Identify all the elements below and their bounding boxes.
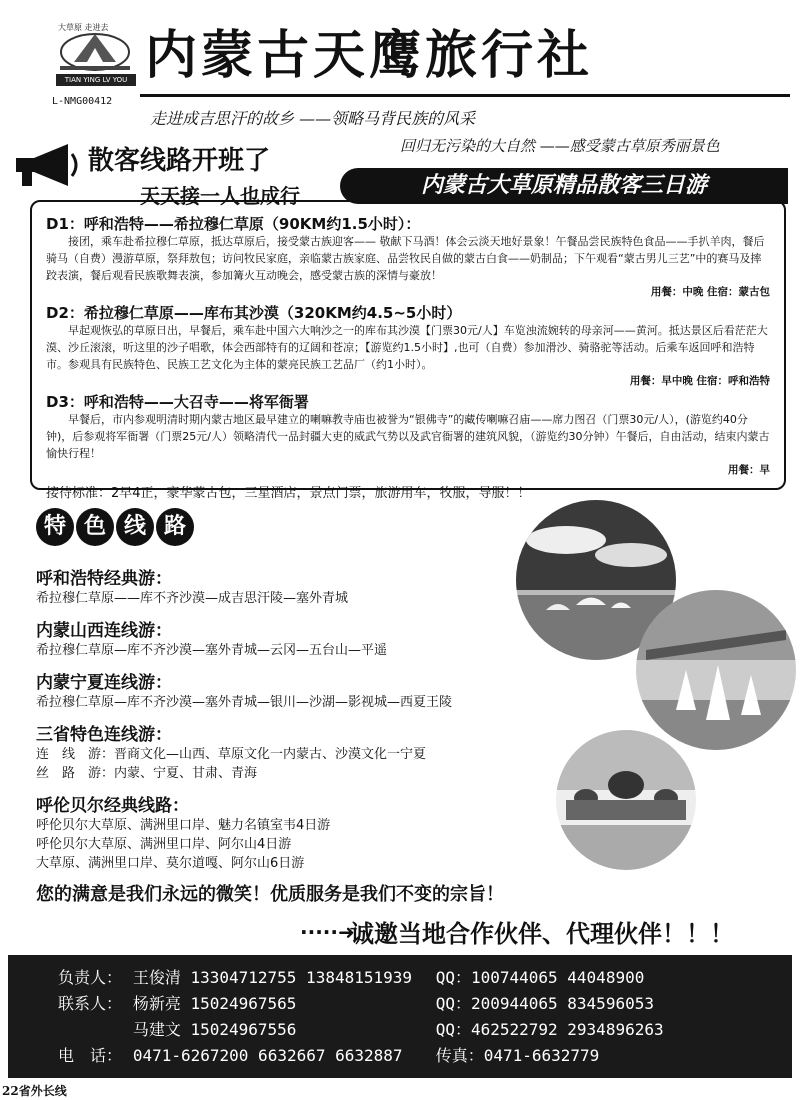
dance-performance-photo: [636, 590, 796, 750]
contact-label: 联系人：: [58, 994, 123, 1013]
contact-qq: QQ：462522792 2934896263: [435, 1020, 664, 1039]
day-1-body: 接团，乘车赴希拉穆仁草原，抵达草原后，接受蒙古族迎客—— 敬献下马酒！体会云淡天地好景象！午餐品尝民族特色食品——手扒羊肉，餐后骑马（自费）漫游草原，祭拜敖包；访问牧民家庭，亲临蒙古族家庭、品尝牧民自做的蒙古白食——奶制品；下午观看“蒙古男儿三艺”中的赛马及摔跤表演，餐后观看民族歌舞表演，参加篝火互动晚会，感受蒙古族的深情与豪放！: [46, 235, 765, 282]
route-line: 丝 路 游：内蒙、宁夏、甘肃、青海: [36, 766, 258, 781]
route-line: 希拉穆仁草原—库不齐沙漠—塞外青城—银川—沙湖—影视城—西夏王陵: [36, 695, 453, 710]
day-2-body: 早起观恢弘的草原日出，早餐后，乘车赴中国六大响沙之一的库布其沙漠【门票30元/人】车览浊流婉转的母亲河——黄河。抵达景区后看茫茫大漠、沙丘滚滚，听这里的沙子唱歌，体会西部特有的辽阔和苍凉；【游览约1.5小时】,也可（自费）参加滑沙、骑骆驼等活动。后乘车返回呼和浩特市。参观具有民族特色、民族工艺文化为主体的蒙亮民族工艺品厂（约1小时）。: [46, 324, 768, 371]
mausoleum-photo: [556, 730, 696, 870]
day-3-body: 早餐后，市内参观明清时期内蒙古地区最早建立的喇嘛教寺庙也被誉为“银佛寺”的藏传喇嘛召庙——席力图召（门票30元/人），(游览约40分钟)，后参观将军衙署（门票25元/人）领略清代一品封疆大吏的威武气势以及武官衙署的建筑风貌，（游览约30分钟）午餐后，自由活动，结束内蒙古愉快行程！: [46, 413, 770, 460]
route-line: 呼伦贝尔大草原、满洲里口岸、魅力名镇室韦4日游: [36, 818, 331, 833]
day-1-title: D1：呼和浩特——希拉穆仁草原（90KM约1.5小时）：: [46, 215, 421, 233]
logo-caption: 大草原 走进去: [58, 23, 109, 32]
banner-subheadline: 天天接一人也成行: [140, 184, 300, 208]
heading-char: 路: [156, 508, 194, 546]
slogan-1: 走进成吉思汗的故乡 ——领略马背民族的风采: [150, 109, 476, 128]
route-name: 内蒙宁夏连线游：: [36, 673, 172, 693]
route-name: 内蒙山西连线游：: [36, 621, 172, 641]
service-standard: 接待标准：2早4正，豪华蒙古包，三星酒店，景点门票，旅游用车，牧服，导服！！: [46, 486, 531, 501]
day-1-meals: 用餐：中晚 住宿：蒙古包: [650, 286, 770, 298]
contact-value: 0471-6267200 6632667 6632887: [132, 1046, 403, 1065]
featured-routes-heading: [36, 508, 194, 546]
contact-label: 负责人：: [58, 968, 123, 987]
day-3-meals: 用餐：早: [728, 464, 770, 476]
slogan-2: 回归无污染的大自然 ——感受蒙古草原秀丽景色: [400, 137, 720, 155]
banner-headline: 散客线路开班了: [88, 146, 271, 176]
license-number: L-NMG00412: [52, 96, 113, 107]
arrow-right-icon: ·····➜: [300, 920, 355, 944]
route-line: 连 线 游：晋商文化—山西、草原文化一内蒙古、沙漠文化一宁夏: [36, 747, 427, 762]
heading-char: 线: [116, 508, 154, 546]
megaphone-icon: [10, 140, 84, 190]
route-line: 希拉穆仁草原—库不齐沙漠—塞外青城—云冈—五台山—平遥: [36, 643, 388, 658]
tour-title: 内蒙古大草原精品散客三日游: [340, 168, 788, 204]
logo-text: TIAN YING LV YOU: [56, 74, 136, 86]
route-name: 呼和浩特经典游：: [36, 569, 172, 589]
heading-char: 色: [76, 508, 114, 546]
day-3-title: D3：呼和浩特——大召寺——将军衙署: [46, 393, 309, 411]
contact-row: [58, 991, 792, 1017]
contact-value: 杨新亮 15024967565: [132, 994, 297, 1013]
heading-char: 特: [36, 508, 74, 546]
contact-label: [58, 1017, 133, 1043]
contact-label: 电 话：: [58, 1046, 123, 1065]
contact-row: [58, 1017, 792, 1043]
contact-value: 王俊清 13304712755 13848151939: [132, 968, 413, 987]
page-number: 22省外长线: [2, 1084, 67, 1098]
contact-footer: [8, 955, 792, 1078]
service-motto: 您的满意是我们永远的微笑！优质服务是我们不变的宗旨！: [36, 884, 504, 905]
contact-value: 马建文 15024967556: [132, 1020, 297, 1039]
route-name: 呼伦贝尔经典线路：: [36, 796, 189, 816]
contact-row: [58, 1043, 792, 1069]
day-2-title: D2：希拉穆仁草原——库布其沙漠（320KM约4.5~5小时）: [46, 304, 462, 322]
contact-fax: 传真：0471-6632779: [435, 1046, 600, 1065]
agency-logo: [52, 22, 138, 98]
day-2-meals: 用餐：早中晚 住宿：呼和浩特: [629, 375, 770, 387]
header-divider: [140, 94, 790, 97]
route-name: 三省特色连线游：: [36, 725, 172, 745]
itinerary-box: [30, 200, 786, 501]
contact-qq: QQ：100744065 44048900: [435, 968, 645, 987]
contact-row: [58, 965, 792, 991]
contact-qq: QQ：200944065 834596053: [435, 994, 654, 1013]
route-line: 大草原、满洲里口岸、莫尔道嘎、阿尔山6日游: [36, 856, 305, 871]
routes-list: [36, 556, 536, 873]
agency-name: 内蒙古天鹰旅行社: [145, 25, 594, 86]
route-line: 希拉穆仁草原——库不齐沙漠—成吉思汗陵—塞外青城: [36, 591, 349, 606]
partner-invitation: 诚邀当地合作伙伴、代理伙伴！！！: [350, 920, 734, 948]
route-line: 呼伦贝尔大草原、满洲里口岸、阿尔山4日游: [36, 837, 292, 852]
